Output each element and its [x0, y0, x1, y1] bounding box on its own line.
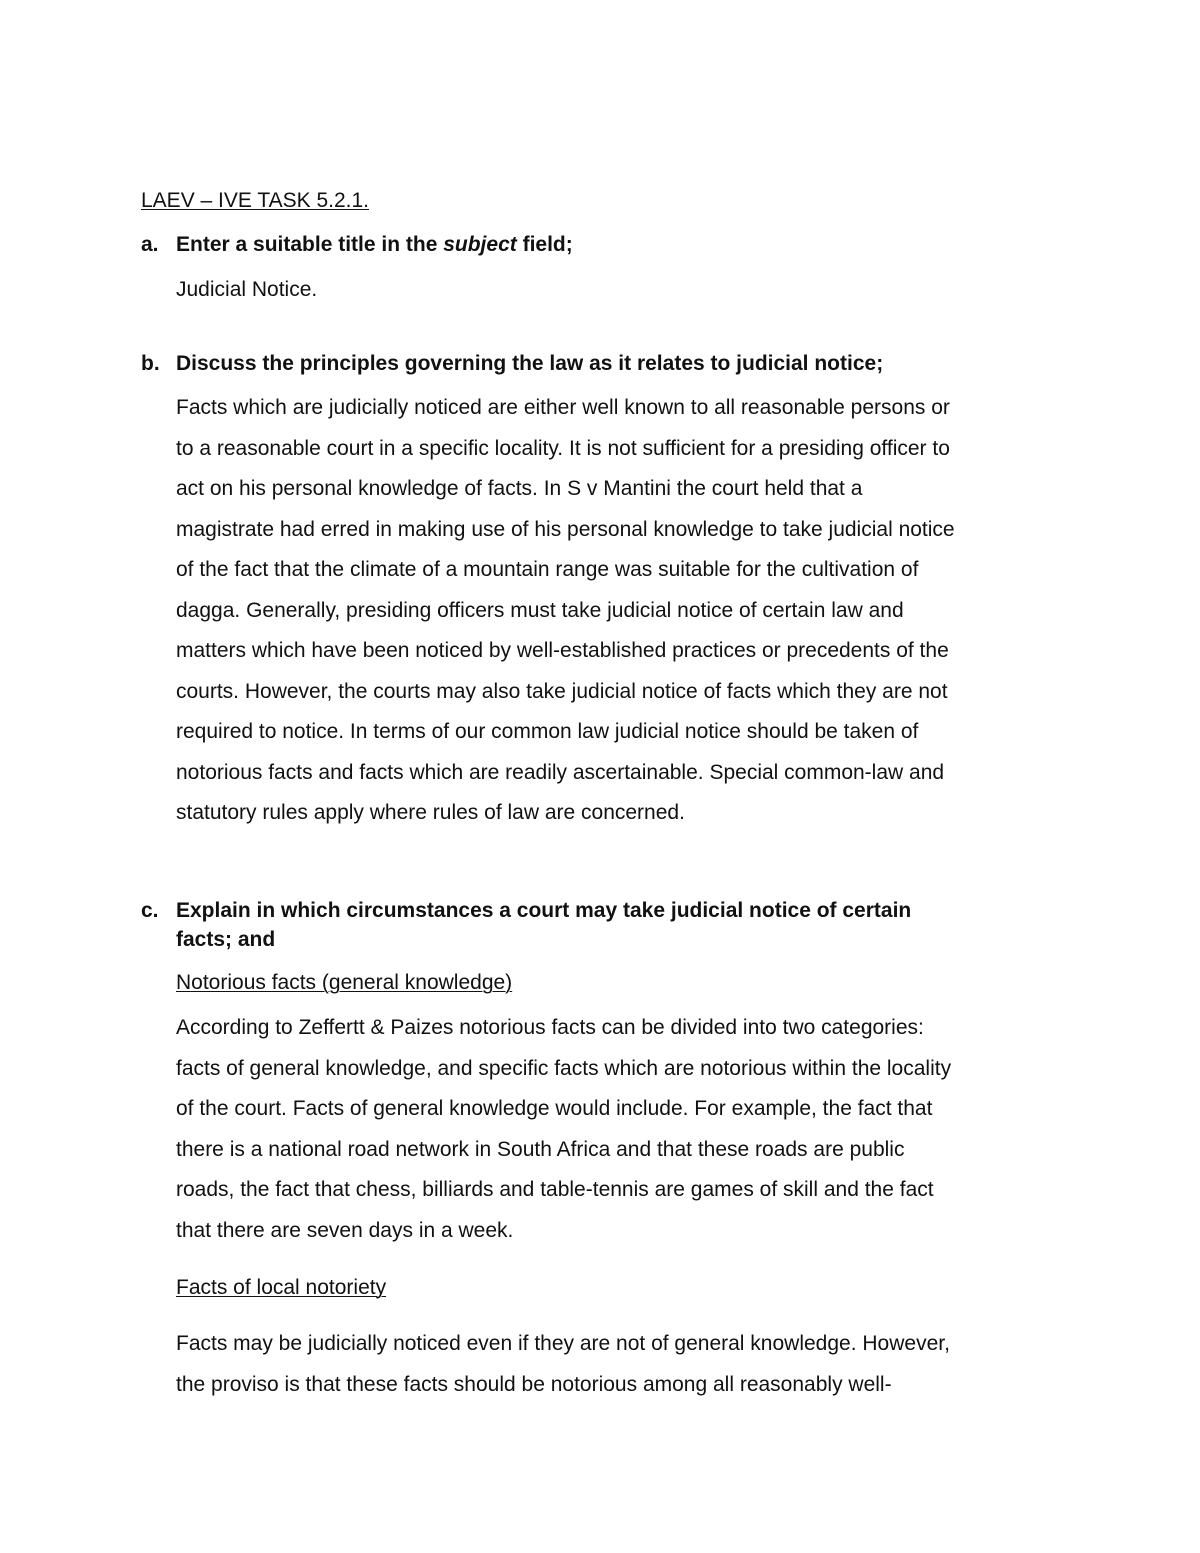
local-notoriety-paragraph — [176, 1324, 1056, 1405]
question-letter: b. — [141, 352, 160, 375]
answer-b-paragraph — [176, 388, 1056, 834]
question-b — [141, 349, 1041, 378]
paragraph-line: Facts which are judicially noticed are either well known to all reasonable persons or — [176, 396, 950, 419]
paragraph-line: facts of general knowledge, and specific facts which are notorious within the locality — [176, 1056, 952, 1080]
paragraph-line: act on his personal knowledge of facts. In S v Mantini the court held that a — [176, 477, 863, 500]
paragraph-line: roads, the fact that chess, billiards and table-tennis are games of skill and the fact — [176, 1178, 934, 1201]
paragraph-line: that there are seven days in a week. — [176, 1218, 514, 1242]
paragraph-line: of the court. Facts of general knowledge would include. For example, the fact that — [176, 1097, 933, 1120]
subheading-notorious-facts: Notorious facts (general knowledge) — [176, 971, 513, 994]
paragraph-line: to a reasonable court in a specific locality. It is not sufficient for a presiding officer to — [176, 436, 950, 460]
document-title: LAEV – IVE TASK 5.2.1. — [141, 189, 370, 212]
subheading-local-notoriety: Facts of local notoriety — [176, 1276, 387, 1299]
paragraph-line: magistrate had erred in making use of his personal knowledge to take judicial notice — [176, 517, 955, 541]
paragraph-line: statutory rules apply where rules of law are concerned. — [176, 801, 685, 824]
paragraph-line: required to notice. In terms of our common law judicial notice should be taken of — [176, 720, 919, 743]
paragraph-line: According to Zeffertt & Paizes notorious facts can be divided into two categories: — [176, 1016, 924, 1039]
paragraph-line: Facts may be judicially noticed even if they are not of general knowledge. However, — [176, 1332, 950, 1355]
notorious-facts-paragraph — [176, 1008, 1056, 1251]
paragraph-line: courts. However, the courts may also take judicial notice of facts which they are not — [176, 679, 948, 703]
answer-a: Judicial Notice. — [176, 278, 318, 301]
question-text — [176, 230, 1041, 259]
paragraph-line: the proviso is that these facts should be notorious among all reasonably well- — [176, 1372, 892, 1396]
paragraph-line: notorious facts and facts which are readily ascertainable. Special common-law and — [176, 760, 945, 784]
question-letter: c. — [141, 899, 159, 922]
question-text — [176, 896, 1041, 954]
paragraph-line: matters which have been noticed by well-established practices or precedents of the — [176, 639, 949, 662]
question-text-emphasis: subject — [443, 233, 517, 256]
question-line: Explain in which circumstances a court may take judicial notice of certain — [176, 899, 912, 922]
paragraph-line: there is a national road network in South Africa and that these roads are public — [176, 1137, 905, 1161]
paragraph-line: dagga. Generally, presiding officers must take judicial notice of certain law and — [176, 598, 904, 622]
question-letter: a. — [141, 233, 159, 256]
question-text: Discuss the principles governing the law as it relates to judicial notice; — [176, 352, 884, 375]
question-text-part: field; — [516, 233, 573, 256]
question-line: facts; and — [176, 928, 276, 951]
question-text-part: Enter a suitable title in the — [176, 233, 444, 256]
question-c — [141, 896, 1041, 954]
paragraph-line: of the fact that the climate of a mountain range was suitable for the cultivation of — [176, 558, 919, 581]
question-a — [141, 230, 1041, 259]
